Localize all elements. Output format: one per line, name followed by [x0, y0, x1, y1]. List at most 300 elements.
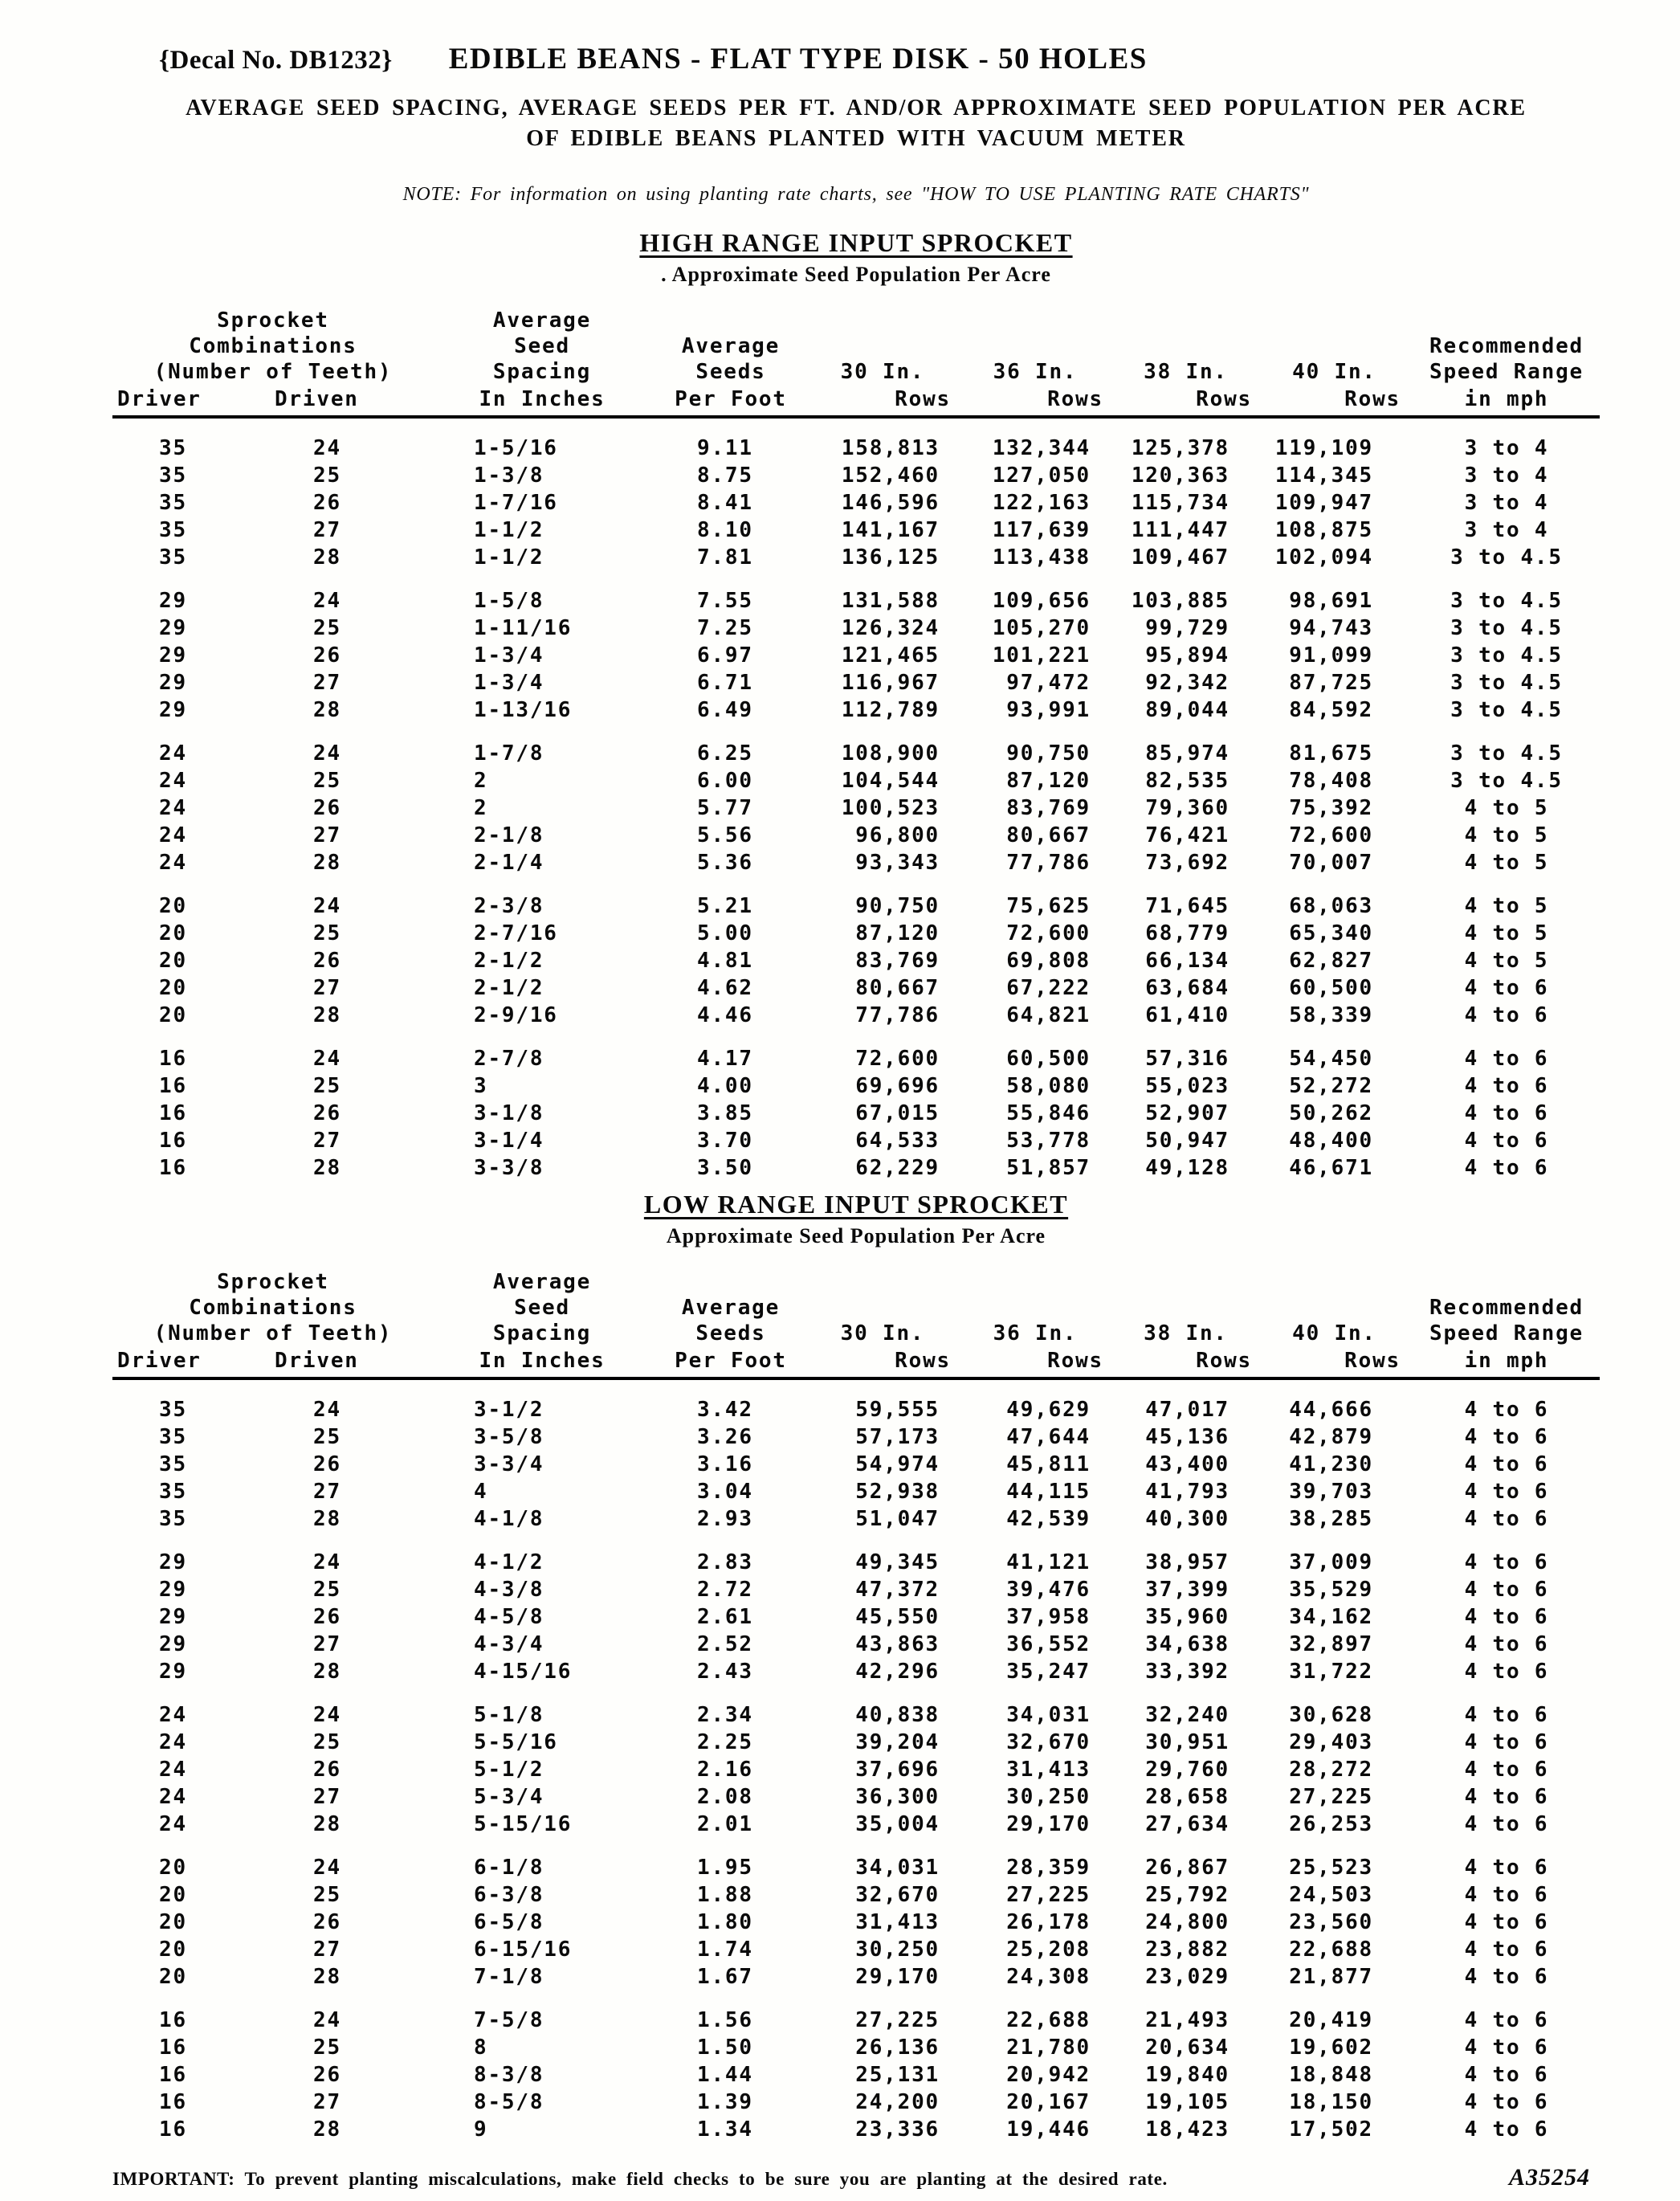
driver-cell: 24 [159, 1703, 187, 1727]
group-spacer [112, 417, 1600, 435]
speed-range-cell: 4 to 6 [1464, 1101, 1549, 1125]
speed-range-cell: 3 to 4 [1464, 518, 1549, 542]
rows-30-cell: 54,974 [855, 1452, 940, 1476]
rows-30-cell: 30,250 [855, 1938, 940, 1962]
rows-38-cell: 27,634 [1145, 1812, 1229, 1836]
rows-38-cell: 45,136 [1145, 1425, 1229, 1449]
table-row [112, 1603, 1600, 1631]
rows-30-cell: 51,047 [855, 1507, 940, 1531]
rows-40-cell: 42,879 [1289, 1425, 1373, 1449]
rows-38-cell: 79,360 [1145, 796, 1229, 820]
rows-30-cell: 31,413 [855, 1910, 940, 1934]
driven-cell: 24 [313, 1398, 341, 1422]
spacing-cell: 1-3/8 [474, 463, 544, 488]
table-row [112, 2116, 1600, 2143]
rows-36-cell: 39,476 [1006, 1578, 1091, 1602]
group-spacer [112, 876, 1600, 892]
header-in-mph: in mph [1413, 1346, 1600, 1378]
driver-cell: 24 [159, 1730, 187, 1754]
rows-40-cell: 32,897 [1289, 1632, 1373, 1656]
rows-36-cell: 35,247 [1006, 1660, 1091, 1684]
rows-38-cell: 29,760 [1145, 1758, 1229, 1782]
spacing-cell: 3 [474, 1074, 488, 1098]
rows-40-cell: 21,877 [1289, 1965, 1373, 1989]
rows-38-cell: 38,957 [1145, 1550, 1229, 1574]
table-row [112, 1423, 1600, 1451]
rows-38-cell: 24,800 [1145, 1910, 1229, 1934]
spacing-cell: 3-3/8 [474, 1156, 544, 1180]
document-footer [112, 2164, 1600, 2191]
speed-range-cell: 3 to 4.5 [1450, 643, 1563, 668]
driven-cell: 24 [313, 2008, 341, 2032]
seeds-per-foot-cell: 2.01 [697, 1812, 753, 1836]
rows-30-cell: 25,131 [855, 2063, 940, 2087]
driver-cell: 29 [159, 698, 187, 722]
rows-36-cell: 26,178 [1006, 1910, 1091, 1934]
seeds-per-foot-cell: 7.25 [697, 616, 753, 640]
driven-cell: 27 [313, 1129, 341, 1153]
seeds-per-foot-cell: 6.25 [697, 741, 753, 766]
header-text: Seeds [695, 360, 766, 384]
rows-40-cell: 108,875 [1274, 518, 1373, 542]
speed-range-cell: 4 to 5 [1464, 921, 1549, 945]
driver-cell: 35 [159, 1452, 187, 1476]
driver-cell: 24 [159, 851, 187, 875]
table-row [112, 947, 1600, 974]
rows-40-cell: 98,691 [1289, 589, 1373, 613]
driven-cell: 25 [313, 769, 341, 793]
header-text: (Number of Teeth) [153, 1321, 393, 1346]
rows-40-cell: 46,671 [1289, 1156, 1373, 1180]
rows-40-cell: 38,285 [1289, 1507, 1373, 1531]
group-spacer [112, 1685, 1600, 1701]
rows-30-cell: 24,200 [855, 2090, 940, 2114]
speed-range-cell: 4 to 6 [1464, 1398, 1549, 1422]
spacing-cell: 8-3/8 [474, 2063, 544, 2087]
rows-36-cell: 37,958 [1006, 1605, 1091, 1629]
speed-range-cell: 4 to 6 [1464, 2036, 1549, 2060]
spacing-cell: 3-3/4 [474, 1452, 544, 1476]
driver-cell: 20 [159, 949, 187, 973]
driven-cell: 24 [313, 1703, 341, 1727]
rows-40-cell: 18,848 [1289, 2063, 1373, 2087]
rows-38-cell: 35,960 [1145, 1605, 1229, 1629]
table-row [112, 615, 1600, 642]
rows-40-cell: 29,403 [1289, 1730, 1373, 1754]
rows-40-cell: 84,592 [1289, 698, 1373, 722]
table-row [112, 1783, 1600, 1811]
header-rows-36: Rows [964, 1346, 1116, 1378]
table-row [112, 974, 1600, 1002]
section-title-low-range: LOW RANGE INPUT SPROCKET [643, 1190, 1069, 1219]
header-in-inches: In Inches [434, 1346, 650, 1378]
rows-36-cell: 21,780 [1006, 2036, 1091, 2060]
rows-38-cell: 120,363 [1131, 463, 1229, 488]
header-driver: Driver [112, 1346, 273, 1378]
rows-30-cell: 96,800 [855, 823, 940, 847]
rows-40-cell: 50,262 [1289, 1101, 1373, 1125]
table-row [112, 2007, 1600, 2034]
driver-cell: 24 [159, 1758, 187, 1782]
driven-cell: 26 [313, 1452, 341, 1476]
header-30-in: 30 In. [840, 1321, 925, 1346]
rows-36-cell: 31,413 [1006, 1758, 1091, 1782]
rows-40-cell: 30,628 [1289, 1703, 1373, 1727]
speed-range-cell: 3 to 4.5 [1450, 698, 1563, 722]
table-row [112, 822, 1600, 849]
rows-40-cell: 37,009 [1289, 1550, 1373, 1574]
rows-40-cell: 28,272 [1289, 1758, 1373, 1782]
rows-36-cell: 77,786 [1006, 851, 1091, 875]
rows-30-cell: 35,004 [855, 1812, 940, 1836]
high-range-table-header [112, 308, 1600, 417]
rows-30-cell: 90,750 [855, 894, 940, 918]
rows-36-cell: 27,225 [1006, 1883, 1091, 1907]
seeds-per-foot-cell: 2.61 [697, 1605, 753, 1629]
seeds-per-foot-cell: 5.36 [697, 851, 753, 875]
speed-range-cell: 4 to 6 [1464, 2117, 1549, 2142]
driven-cell: 25 [313, 1578, 341, 1602]
driver-cell: 16 [159, 2036, 187, 2060]
table-row [112, 1154, 1600, 1182]
header-38-in: 38 In. [1144, 1321, 1228, 1346]
driven-cell: 26 [313, 1605, 341, 1629]
rows-40-cell: 60,500 [1289, 976, 1373, 1000]
rows-38-cell: 47,017 [1145, 1398, 1229, 1422]
rows-30-cell: 141,167 [841, 518, 940, 542]
rows-36-cell: 90,750 [1006, 741, 1091, 766]
header-seeds-per-foot [650, 1269, 811, 1346]
table-row [112, 2089, 1600, 2116]
driven-cell: 27 [313, 976, 341, 1000]
seeds-per-foot-cell: 6.97 [697, 643, 753, 668]
seeds-per-foot-cell: 4.17 [697, 1047, 753, 1071]
rows-30-cell: 104,544 [841, 769, 940, 793]
rows-36-cell: 101,221 [992, 643, 1091, 668]
seeds-per-foot-cell: 2.83 [697, 1550, 753, 1574]
driven-cell: 24 [313, 436, 341, 460]
table-row [112, 1811, 1600, 1838]
header-per-foot: Per Foot [650, 385, 811, 417]
spacing-cell: 5-15/16 [474, 1812, 573, 1836]
seeds-per-foot-cell: 1.80 [697, 1910, 753, 1934]
driver-cell: 35 [159, 463, 187, 488]
driven-cell: 27 [313, 2090, 341, 2114]
seeds-per-foot-cell: 1.74 [697, 1938, 753, 1962]
driven-cell: 24 [313, 1856, 341, 1880]
rows-30-cell: 67,015 [855, 1101, 940, 1125]
driver-cell: 24 [159, 769, 187, 793]
seeds-per-foot-cell: 8.41 [697, 491, 753, 515]
rows-30-cell: 121,465 [841, 643, 940, 668]
rows-38-cell: 115,734 [1131, 491, 1229, 515]
driver-cell: 29 [159, 1605, 187, 1629]
rows-40-cell: 68,063 [1289, 894, 1373, 918]
driver-cell: 20 [159, 976, 187, 1000]
header-text: Combinations [189, 1296, 357, 1320]
driven-cell: 28 [313, 1156, 341, 1180]
spacing-cell: 2-9/16 [474, 1003, 558, 1027]
table-row [112, 1963, 1600, 1991]
spacing-cell: 5-1/2 [474, 1758, 544, 1782]
rows-40-cell: 48,400 [1289, 1129, 1373, 1153]
table-row [112, 1936, 1600, 1963]
rows-40-cell: 20,419 [1289, 2008, 1373, 2032]
rows-36-cell: 105,270 [992, 616, 1091, 640]
low-range-table-body [112, 1378, 1600, 2143]
table-row [112, 489, 1600, 517]
header-text: Spacing [492, 1321, 592, 1346]
rows-40-cell: 31,722 [1289, 1660, 1373, 1684]
rows-30-cell: 36,300 [855, 1785, 940, 1809]
rows-30-cell: 108,900 [841, 741, 940, 766]
rows-38-cell: 19,840 [1145, 2063, 1229, 2087]
rows-38-cell: 43,400 [1145, 1452, 1229, 1476]
header-seeds-per-foot [650, 308, 811, 385]
table-row [112, 1658, 1600, 1685]
driver-cell: 24 [159, 1812, 187, 1836]
rows-30-cell: 116,967 [841, 671, 940, 695]
rows-36-cell: 49,629 [1006, 1398, 1091, 1422]
rows-30-cell: 43,863 [855, 1632, 940, 1656]
table-row [112, 1631, 1600, 1658]
rows-38-cell: 26,867 [1145, 1856, 1229, 1880]
speed-range-cell: 4 to 6 [1464, 1425, 1549, 1449]
header-in-mph: in mph [1413, 385, 1600, 417]
driver-cell: 35 [159, 1507, 187, 1531]
driven-cell: 28 [313, 851, 341, 875]
low-range-table [112, 1269, 1600, 2143]
driven-cell: 26 [313, 491, 341, 515]
rows-40-cell: 78,408 [1289, 769, 1373, 793]
spacing-cell: 7-1/8 [474, 1965, 544, 1989]
driver-cell: 35 [159, 1398, 187, 1422]
spacing-cell: 4-5/8 [474, 1605, 544, 1629]
header-rows-36: Rows [964, 385, 1116, 417]
rows-38-cell: 33,392 [1145, 1660, 1229, 1684]
driven-cell: 28 [313, 1507, 341, 1531]
group-spacer [112, 724, 1600, 740]
rows-40-cell: 70,007 [1289, 851, 1373, 875]
driver-cell: 24 [159, 741, 187, 766]
spacing-cell: 4-15/16 [474, 1660, 573, 1684]
driver-cell: 16 [159, 2008, 187, 2032]
group-spacer [112, 1378, 1600, 1396]
rows-40-cell: 17,502 [1289, 2117, 1373, 2142]
table-row [112, 1729, 1600, 1756]
seeds-per-foot-cell: 2.43 [697, 1660, 753, 1684]
driver-cell: 24 [159, 823, 187, 847]
group-spacer [112, 1991, 1600, 2007]
driven-cell: 27 [313, 1480, 341, 1504]
speed-range-cell: 4 to 6 [1464, 1507, 1549, 1531]
speed-range-cell: 4 to 6 [1464, 1047, 1549, 1071]
rows-36-cell: 22,688 [1006, 2008, 1091, 2032]
rows-36-cell: 53,778 [1006, 1129, 1091, 1153]
rows-30-cell: 146,596 [841, 491, 940, 515]
table-row [112, 435, 1600, 462]
speed-range-cell: 4 to 6 [1464, 1480, 1549, 1504]
header-per-foot: Per Foot [650, 1346, 811, 1378]
driver-cell: 20 [159, 1856, 187, 1880]
driver-cell: 16 [159, 2090, 187, 2114]
table-row [112, 669, 1600, 696]
table-row [112, 517, 1600, 544]
rows-40-cell: 41,230 [1289, 1452, 1373, 1476]
header-text: Average [492, 308, 592, 333]
driver-cell: 24 [159, 796, 187, 820]
speed-range-cell: 3 to 4.5 [1450, 589, 1563, 613]
spacing-cell: 2-1/8 [474, 823, 544, 847]
driver-cell: 24 [159, 1785, 187, 1809]
seeds-per-foot-cell: 3.04 [697, 1480, 753, 1504]
rows-38-cell: 71,645 [1145, 894, 1229, 918]
speed-range-cell: 4 to 5 [1464, 851, 1549, 875]
seeds-per-foot-cell: 2.52 [697, 1632, 753, 1656]
header-driver: Driver [112, 385, 273, 417]
seeds-per-foot-cell: 1.44 [697, 2063, 753, 2087]
document-subtitle-line1: AVERAGE SEED SPACING, AVERAGE SEEDS PER FT. AND/OR APPROXIMATE SEED POPULATION PER ACRE [186, 96, 1527, 120]
spacing-cell: 3-1/4 [474, 1129, 544, 1153]
seeds-per-foot-cell: 5.00 [697, 921, 753, 945]
driven-cell: 25 [313, 1074, 341, 1098]
rows-36-cell: 41,121 [1006, 1550, 1091, 1574]
rows-30-cell: 131,588 [841, 589, 940, 613]
rows-40-cell: 26,253 [1289, 1812, 1373, 1836]
speed-range-cell: 3 to 4 [1464, 491, 1549, 515]
speed-range-cell: 3 to 4.5 [1450, 769, 1563, 793]
section-subtitle-low-range: Approximate Seed Population Per Acre [666, 1224, 1046, 1248]
rows-38-cell: 57,316 [1145, 1047, 1229, 1071]
seeds-per-foot-cell: 4.81 [697, 949, 753, 973]
spacing-cell: 4-3/4 [474, 1632, 544, 1656]
rows-36-cell: 93,991 [1006, 698, 1091, 722]
table-row [112, 544, 1600, 571]
spacing-cell: 1-1/2 [474, 545, 544, 570]
header-text: (Number of Teeth) [153, 360, 393, 384]
header-rows-30: Rows [811, 385, 964, 417]
driven-cell: 26 [313, 1101, 341, 1125]
header-rows-30: Rows [811, 1346, 964, 1378]
table-row [112, 462, 1600, 489]
driver-cell: 20 [159, 894, 187, 918]
rows-40-cell: 27,225 [1289, 1785, 1373, 1809]
spacing-cell: 2 [474, 796, 488, 820]
driver-cell: 29 [159, 1660, 187, 1684]
rows-38-cell: 109,467 [1131, 545, 1229, 570]
spacing-cell: 5-3/4 [474, 1785, 544, 1809]
spacing-cell: 1-1/2 [474, 518, 544, 542]
speed-range-cell: 4 to 6 [1464, 1452, 1549, 1476]
header-text: Sprocket [217, 308, 329, 333]
rows-40-cell: 119,109 [1274, 436, 1373, 460]
spacing-cell: 2-7/8 [474, 1047, 544, 1071]
rows-36-cell: 42,539 [1006, 1507, 1091, 1531]
rows-36-cell: 32,670 [1006, 1730, 1091, 1754]
speed-range-cell: 4 to 6 [1464, 1965, 1549, 1989]
rows-36-cell: 127,050 [992, 463, 1091, 488]
rows-30-cell: 69,696 [855, 1074, 940, 1098]
document-subtitle-line2: OF EDIBLE BEANS PLANTED WITH VACUUM METER [526, 126, 1186, 151]
spacing-cell: 3-1/8 [474, 1101, 544, 1125]
group-spacer [112, 1029, 1600, 1045]
rows-40-cell: 94,743 [1289, 616, 1373, 640]
header-36-in: 36 In. [993, 1321, 1078, 1346]
header-text: Speed Range [1429, 1321, 1584, 1346]
driver-cell: 29 [159, 589, 187, 613]
speed-range-cell: 4 to 6 [1464, 1632, 1549, 1656]
table-row [112, 2061, 1600, 2089]
rows-30-cell: 57,173 [855, 1425, 940, 1449]
driven-cell: 25 [313, 616, 341, 640]
seeds-per-foot-cell: 3.85 [697, 1101, 753, 1125]
seeds-per-foot-cell: 2.93 [697, 1507, 753, 1531]
driver-cell: 20 [159, 1938, 187, 1962]
rows-40-cell: 24,503 [1289, 1883, 1373, 1907]
rows-40-cell: 102,094 [1274, 545, 1373, 570]
rows-40-cell: 52,272 [1289, 1074, 1373, 1098]
driver-cell: 35 [159, 491, 187, 515]
speed-range-cell: 4 to 6 [1464, 2063, 1549, 2087]
seeds-per-foot-cell: 5.21 [697, 894, 753, 918]
driven-cell: 26 [313, 1758, 341, 1782]
group-spacer [112, 1533, 1600, 1549]
driver-cell: 16 [159, 2063, 187, 2087]
seeds-per-foot-cell: 2.25 [697, 1730, 753, 1754]
seeds-per-foot-cell: 1.34 [697, 2117, 753, 2142]
spacing-cell: 9 [474, 2117, 488, 2142]
rows-30-cell: 83,769 [855, 949, 940, 973]
driver-cell: 35 [159, 545, 187, 570]
header-40-in: 40 In. [1292, 1321, 1376, 1346]
driver-cell: 16 [159, 1047, 187, 1071]
rows-38-cell: 19,105 [1145, 2090, 1229, 2114]
table-row [112, 1881, 1600, 1909]
header-rows-38: Rows [1116, 1346, 1265, 1378]
rows-38-cell: 111,447 [1131, 518, 1229, 542]
driven-cell: 25 [313, 2036, 341, 2060]
rows-36-cell: 55,846 [1006, 1101, 1091, 1125]
header-text: Average [681, 334, 781, 358]
driven-cell: 25 [313, 1883, 341, 1907]
spacing-cell: 5-5/16 [474, 1730, 558, 1754]
driven-cell: 28 [313, 1003, 341, 1027]
table-row [112, 920, 1600, 947]
speed-range-cell: 4 to 6 [1464, 2090, 1549, 2114]
seeds-per-foot-cell: 8.75 [697, 463, 753, 488]
speed-range-cell: 4 to 6 [1464, 1074, 1549, 1098]
driven-cell: 28 [313, 545, 341, 570]
rows-30-cell: 42,296 [855, 1660, 940, 1684]
speed-range-cell: 3 to 4 [1464, 463, 1549, 488]
rows-38-cell: 20,634 [1145, 2036, 1229, 2060]
rows-38-cell: 76,421 [1145, 823, 1229, 847]
table-row [112, 587, 1600, 615]
table-row [112, 1478, 1600, 1505]
driver-cell: 35 [159, 436, 187, 460]
driven-cell: 27 [313, 1785, 341, 1809]
table-row [112, 696, 1600, 724]
driver-cell: 20 [159, 921, 187, 945]
rows-38-cell: 41,793 [1145, 1480, 1229, 1504]
rows-30-cell: 49,345 [855, 1550, 940, 1574]
driven-cell: 25 [313, 1425, 341, 1449]
speed-range-cell: 4 to 6 [1464, 1785, 1549, 1809]
rows-38-cell: 34,638 [1145, 1632, 1229, 1656]
header-40-in: 40 In. [1292, 360, 1376, 384]
rows-36-cell: 80,667 [1006, 823, 1091, 847]
table-row [112, 1505, 1600, 1533]
